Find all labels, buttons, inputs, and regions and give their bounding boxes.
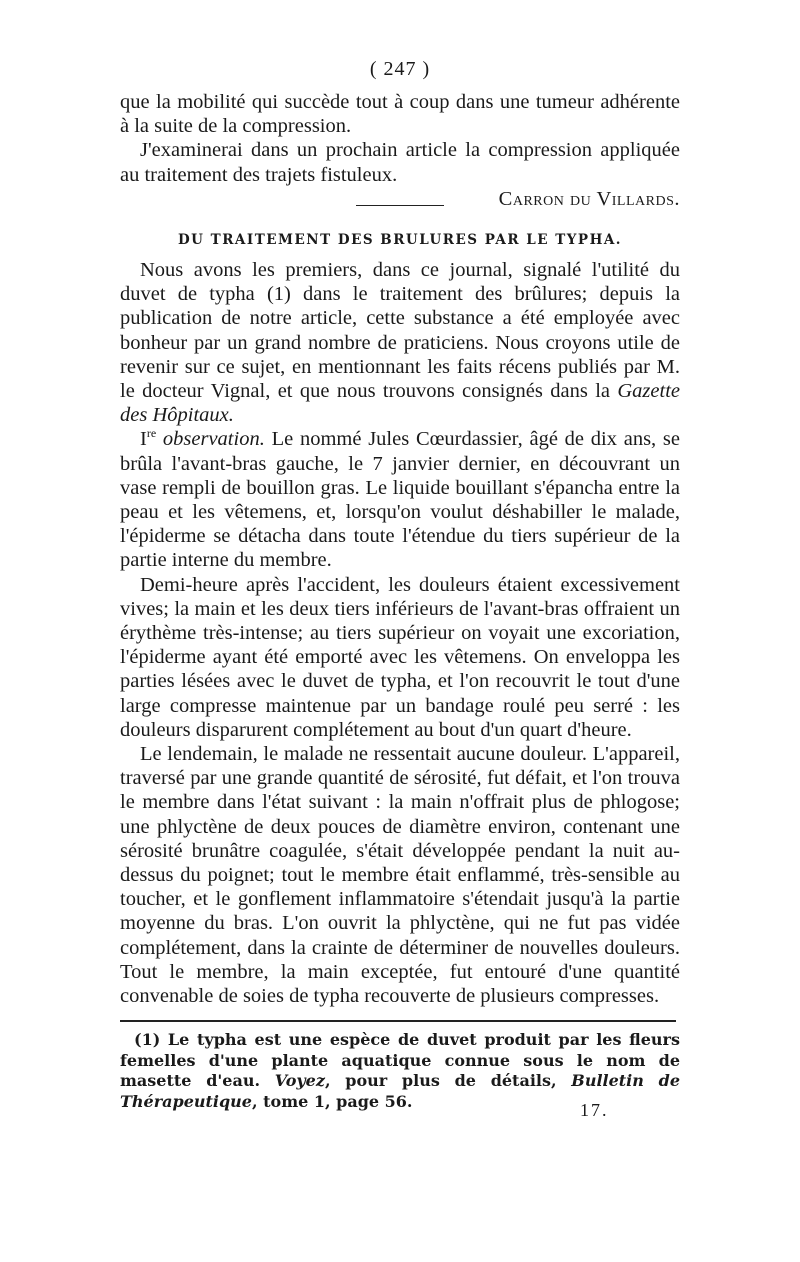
paragraph-text: J'examinerai dans un prochain article la compression appliquée au traitement des trajets fistuleux. xyxy=(120,139,680,186)
journal-title: Gazette des Hôpitaux. xyxy=(120,380,680,427)
paragraph: Le lendemain, le malade ne ressentait aucune douleur. L'appareil, traversé par une grande quantité de sérosité, fut défait, et l'on trouva le membre dans l'état suivant : la main n'offrait plus de phlogose; une phlyctène de deux pouces de diamètre environ, contenant une sérosité brunâtre coagulée, s'était développée pendant la nuit au-dessus du poignet; tout le membre était enflammé, très-sensible au toucher, et le gonflement inflammatoire s'étendait jusqu'à la partie moyenne du bras. L'on ouvrit la phlyctène, qui ne fut pas vidée complétement, dans la crainte de déterminer de nouvelles douleurs. Tout le membre, la main exceptée, fut entouré d'une quantité convenable de soies de typha recouverte de plusieurs compresses. xyxy=(120,743,680,1008)
section-divider xyxy=(356,205,444,206)
paragraph: Demi-heure après l'accident, les douleurs étaient excessivement vives; la main et les deux tiers inférieurs de l'avant-bras offraient un érythème très-intense; au tiers supérieur on voyait une excoriation, l'épiderme ayant été emporté avec les vêtemens. On enveloppa les parties lésées avec le duvet de typha, et l'on recouvrit le tout d'une large compresse maintenue par un bandage roulé peu serré : les douleurs disparurent complétement au bout d'un quart d'heure. xyxy=(120,573,680,741)
paragraph: que la mobilité qui succède tout à coup dans une tumeur adhérente à la suite de la compression. xyxy=(120,91,680,138)
article-title: DU TRAITEMENT DES BRULURES PAR LE TYPHA. xyxy=(177,232,623,248)
footnote-text: (1) Le typha est une espèce de duvet produit par les fleurs femelles d'une plante aquatique connue sous le nom de masette d'eau. Voyez, pour plus de détails, Bulletin de Thérapeutique, tome 1, page 56. xyxy=(120,1030,680,1111)
page-number: ( 247 ) xyxy=(369,58,431,80)
previous-article-ending xyxy=(120,90,680,211)
printer-signature-mark: 17. xyxy=(580,1100,609,1120)
author-line xyxy=(120,187,680,211)
paragraph xyxy=(120,258,680,427)
paragraph-text: Nous avons les premiers, dans ce journal, signalé l'utilité du duvet de typha (1) dans le traitement des brûlures; depuis la publication de notre article, cette substance a été employée avec bonheur par un grand nombre de praticiens. Nous croyons utile de revenir sur ce sujet, en mentionnant les faits récens publiés par M. le docteur Vignal, et que nous trouvons consignés dans la xyxy=(120,259,680,403)
voyez-ref: Voyez xyxy=(274,1071,325,1090)
observation-label: observation. xyxy=(162,428,265,451)
paragraph xyxy=(120,138,680,186)
article-body xyxy=(120,258,680,1008)
footnote-divider xyxy=(120,1020,676,1022)
paragraph-text: Le nommé Jules Cœurdassier, âgé de dix ans, se brûla l'avant-bras gauche, le 7 janvier dernier, en découvrant un vase rempli de bouillon gras. Le liquide bouillant s'épancha entre la peau et les vêtemens, et, lorsqu'on voulut déshabiller le malade, l'épiderme se détacha dans toute l'étendue du tiers supérieur de la partie interne du membre. xyxy=(120,428,680,572)
author-signature: Carron du Villards. xyxy=(498,187,680,210)
paragraph xyxy=(120,427,680,572)
observation-ordinal: re xyxy=(146,426,157,441)
observation-number: I xyxy=(140,428,147,451)
bulletin-title: Bulletin de Thérapeutique xyxy=(120,1071,680,1111)
